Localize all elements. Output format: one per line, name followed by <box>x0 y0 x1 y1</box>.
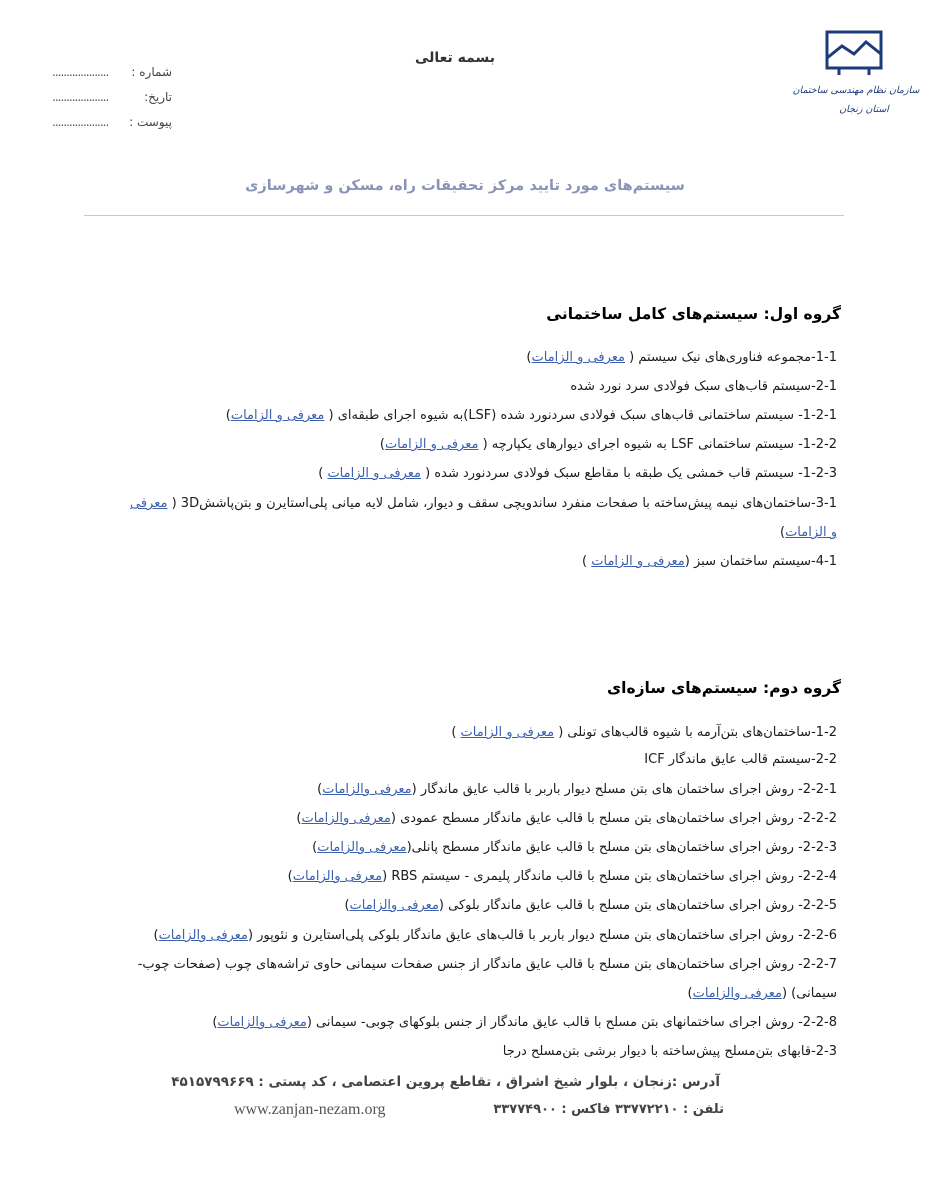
date-field <box>52 90 172 104</box>
list-item-tail: ) <box>582 554 592 569</box>
intro-requirements-link[interactable]: و الزامات <box>785 525 837 540</box>
footer-phone: تلفن : ۳۳۷۷۲۲۱۰ فاکس : ۳۳۷۷۴۹۰۰ <box>493 1102 724 1117</box>
list-item-tail: ) <box>451 725 461 740</box>
list-item-tail: ) <box>779 525 786 540</box>
list-item-text: 2-2-1- روش اجرای ساختمان های بتن مسلح دیوار باربر با قالب عایق ماندگار ( <box>411 782 837 797</box>
attachment-dots: .................... <box>52 115 109 129</box>
title-divider <box>84 215 844 216</box>
attachment-field <box>52 115 172 129</box>
list-item <box>226 406 837 426</box>
list-item <box>318 464 837 484</box>
list-item <box>503 1042 837 1062</box>
list-item <box>344 896 837 916</box>
list-item-tail: ) <box>212 1015 218 1030</box>
list-item-text: 2-2-7- روش اجرای ساختمان‌های بتن مسلح با قالب عایق ماندگار از جنس صفحات سیمانی حاوی تراشه‌های چوب (صفحات چوب- <box>137 957 837 972</box>
list-item-tail: ) <box>379 437 385 452</box>
list-item-text: 2-2-4- روش اجرای ساختمان‌های بتن مسلح با قالب ماندگار پلیمری - سیستم RBS ( <box>382 869 837 884</box>
intro-requirements-link[interactable]: معرفی والزامات <box>692 986 782 1001</box>
group2-heading: گروه دوم: سیستم‌های سازه‌ای <box>606 679 841 697</box>
list-item-tail: ) <box>687 986 693 1001</box>
list-item-text: 3-1-ساختمان‌های نیمه پیش‌ساخته با صفحات منفرد ساندویچی سقف و دیوار، شامل لایه میانی پلی‌استایرن و بتن‌پاشش3D ( <box>167 496 837 511</box>
list-item-tail: ) <box>526 350 532 365</box>
list-item <box>288 867 837 887</box>
list-item-text: سیمانی) ( <box>781 986 837 1001</box>
list-item <box>153 926 837 946</box>
list-item-tail: ) <box>225 408 231 423</box>
list-item <box>317 780 837 800</box>
list-item-text: 1-2-ساختمان‌های بتن‌آرمه با شیوه قالب‌های تونلی ( <box>554 725 837 740</box>
list-item <box>780 523 837 543</box>
list-item-text: 1-1-مجموعه فناوری‌های نیک سیستم ( <box>625 350 837 365</box>
intro-requirements-link[interactable]: معرفی والزامات <box>322 782 412 797</box>
intro-requirements-link[interactable]: معرفی والزامات <box>217 1015 307 1030</box>
list-item <box>644 750 837 770</box>
building-logo-icon <box>792 28 920 123</box>
organization-logo <box>792 28 920 123</box>
list-item-text: 1-2-3- سیستم قاب خمشی یک طبقه با مقاطع سبک فولادی سردنورد شده ( <box>420 466 837 481</box>
list-item <box>130 494 837 514</box>
intro-requirements-link[interactable]: معرفی والزامات <box>158 928 248 943</box>
list-item-text: 4-1-سیستم ساختمان سبز ( <box>684 554 837 569</box>
list-item-tail: ) <box>287 869 293 884</box>
org-name-line1: سازمان نظام مهندسی ساختمان <box>792 85 920 96</box>
intro-requirements-link[interactable]: معرفی و الزامات <box>591 554 685 569</box>
group1-heading: گروه اول: سیستم‌های کامل ساختمانی <box>546 305 841 323</box>
intro-requirements-link[interactable]: معرفی و الزامات <box>531 350 626 365</box>
list-item-text: 2-1-سیستم قاب‌های سبک فولادی سرد نورد شده <box>570 379 837 394</box>
list-item-tail: ) <box>318 466 328 481</box>
list-item-text: 2-2-2- روش اجرای ساختمان‌های بتن مسلح با قالب عایق ماندگار مسطح عمودی ( <box>390 811 837 826</box>
number-dots: .................... <box>52 65 109 79</box>
list-item <box>312 838 837 858</box>
footer-address: آدرس :زنجان ، بلوار شیخ اشراق ، تقاطع پروین اعتصامی ، کد پستی : ۴۵۱۵۷۹۹۶۶۹ <box>171 1074 720 1090</box>
document-title: سیستم‌های مورد تایید مرکز تحقیقات راه، مسکن و شهرسازی <box>245 178 685 194</box>
list-item-text: 2-2-سیستم قالب عایق ماندگار ICF <box>644 752 837 767</box>
list-item-tail: ) <box>317 782 323 797</box>
list-item <box>688 984 838 1004</box>
list-item-text: 2-2-8- روش اجرای ساختمانهای بتن مسلح با قالب عایق ماندگار از جنس بلوکهای چوبی- سیمانی ( <box>306 1015 837 1030</box>
list-item-text: 2-2-6- روش اجرای ساختمان‌های بتن مسلح دیوار باربر با قالب‌های عایق ماندگار بلوکی پلی‌استایرن و نئوپور ( <box>247 928 837 943</box>
list-item-text: 2-2-3- روش اجرای ساختمان‌های بتن مسلح با قالب عایق ماندگار مسطح پانلی( <box>406 840 837 855</box>
date-dots: .................... <box>52 90 109 104</box>
number-field <box>52 65 172 79</box>
intro-requirements-link[interactable]: معرفی و الزامات <box>460 725 555 740</box>
list-item <box>570 377 837 397</box>
attachment-label: پیوست : <box>129 115 172 129</box>
list-item-text: 2-3-قابهای بتن‌مسلح پیش‌ساخته با دیوار برشی بتن‌مسلح درجا <box>502 1044 837 1059</box>
list-item-tail: ) <box>312 840 318 855</box>
date-label: تاریخ: <box>144 90 172 104</box>
list-item <box>380 435 837 455</box>
intro-requirements-link[interactable]: معرفی والزامات <box>292 869 383 884</box>
org-name-line2: استان زنجان <box>839 104 889 115</box>
intro-requirements-link[interactable]: معرفی والزامات <box>301 811 391 826</box>
intro-requirements-link[interactable]: معرفی والزامات <box>317 840 407 855</box>
footer-website-link[interactable]: www.zanjan-nezam.org <box>234 1101 386 1118</box>
list-item <box>138 955 837 975</box>
list-item <box>451 723 837 743</box>
intro-requirements-link[interactable]: معرفی و الزامات <box>230 408 325 423</box>
list-item <box>212 1013 837 1033</box>
list-item-text: 2-2-5- روش اجرای ساختمان‌های بتن مسلح با قالب عایق ماندگار بلوکی ( <box>438 898 837 913</box>
list-item <box>526 348 837 368</box>
bismillah-heading: بسمه تعالی <box>414 50 496 66</box>
intro-requirements-link[interactable]: معرفی و الزامات <box>327 466 421 481</box>
number-label: شماره : <box>131 65 172 79</box>
list-item-text: 1-2-2- سیستم ساختمانی LSF به شیوه اجرای دیوارهای یکپارچه ( <box>478 437 837 452</box>
intro-requirements-link[interactable]: معرفی و الزامات <box>384 437 479 452</box>
list-item-tail: ) <box>344 898 350 913</box>
list-item-tail: ) <box>153 928 159 943</box>
list-item <box>582 552 837 572</box>
list-item-tail: ) <box>296 811 302 826</box>
list-item-text: 1-2-1- سیستم ساختمانی قاب‌های سبک فولادی سردنورد شده (LSF)به شیوه اجرای طبقه‌ای ( <box>324 408 837 423</box>
intro-requirements-link[interactable]: معرفی والزامات <box>349 898 439 913</box>
intro-requirements-link[interactable]: معرفی <box>129 496 168 511</box>
list-item <box>296 809 837 829</box>
